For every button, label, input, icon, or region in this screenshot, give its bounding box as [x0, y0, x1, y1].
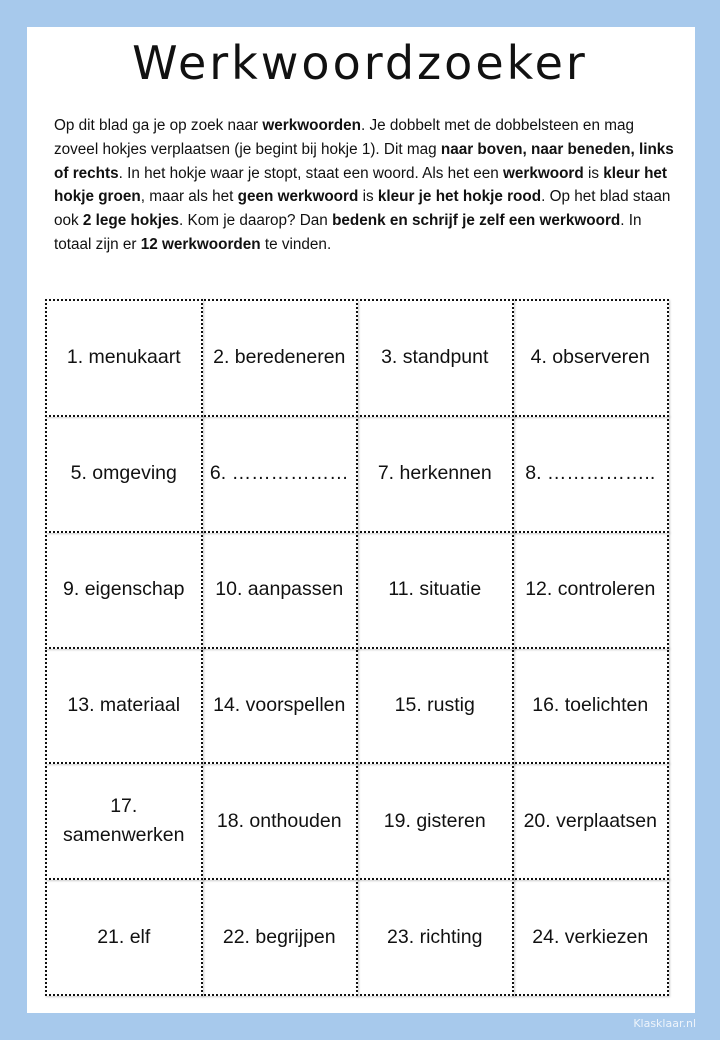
grid-cell-12: 12. controleren	[512, 531, 670, 649]
grid-cell-17: 17. samenwerken	[45, 762, 203, 880]
grid-cell-19: 19. gisteren	[356, 762, 514, 880]
instruction-bold-segment: 12 werkwoorden	[140, 235, 261, 253]
instruction-bold-segment: bedenk en schrijf je zelf een werkwoord	[332, 212, 621, 230]
grid-cell-22: 22. begrijpen	[201, 878, 359, 996]
grid-cell-15: 15. rustig	[356, 647, 514, 765]
instruction-segment: . Op het blad staan ook	[54, 188, 671, 230]
instruction-bold-segment: kleur je het hokje rood	[377, 188, 542, 206]
instruction-bold-segment: werkwoord	[502, 164, 584, 182]
grid-cell-2: 2. beredeneren	[201, 299, 359, 417]
instruction-segment: . In totaal zijn er	[54, 212, 642, 253]
footer-brand: Klasklaar.nl	[633, 1017, 696, 1030]
instruction-segment: te vinden.	[260, 235, 332, 253]
grid-cell-13: 13. materiaal	[45, 647, 203, 765]
grid-cell-18: 18. onthouden	[201, 762, 359, 880]
grid-cell-23: 23. richting	[356, 878, 514, 996]
instruction-bold-segment: 2 lege hokjes	[82, 212, 179, 230]
grid-cell-3: 3. standpunt	[356, 299, 514, 417]
instruction-bold-segment: kleur het hokje groen	[54, 164, 668, 206]
page-title: Werkwoordzoeker	[132, 36, 588, 90]
grid-cell-7: 7. herkennen	[356, 415, 514, 533]
grid-cell-5: 5. omgeving	[45, 415, 203, 533]
instruction-segment: . In het hokje waar je stopt, staat een woord. Als het een	[118, 164, 503, 182]
instruction-segment: Op dit blad ga je op zoek naar	[54, 117, 263, 134]
instruction-segment: is	[583, 164, 604, 182]
grid-cell-20: 20. verplaatsen	[512, 762, 670, 880]
grid-cell-10: 10. aanpassen	[201, 531, 359, 649]
grid-cell-21: 21. elf	[45, 878, 203, 996]
grid-cell-4: 4. observeren	[512, 299, 670, 417]
grid-cell-24: 24. verkiezen	[512, 878, 670, 996]
instruction-bold-segment: geen werkwoord	[237, 188, 359, 206]
instruction-segment: , maar als het	[140, 188, 238, 206]
grid-cell-11: 11. situatie	[356, 531, 514, 649]
grid-cell-14: 14. voorspellen	[201, 647, 359, 765]
grid-cell-8: 8. ……………..	[512, 415, 670, 533]
word-grid	[46, 300, 668, 995]
instruction-bold-segment: naar boven, naar beneden, links of rechts	[54, 140, 674, 182]
instruction-bold-segment: werkwoorden	[262, 117, 361, 134]
grid-cell-6: 6. ………………	[201, 415, 359, 533]
instruction-segment: is	[358, 188, 378, 206]
instructions-text	[54, 114, 674, 257]
grid-cell-1: 1. menukaart	[45, 299, 203, 417]
instruction-segment: . Kom je daarop? Dan	[179, 212, 333, 230]
instruction-segment: . Je dobbelt met de dobbelsteen en mag zoveel hokjes verplaatsen (je begint bij hokje 1). Dit mag	[54, 117, 634, 158]
grid-cell-16: 16. toelichten	[512, 647, 670, 765]
grid-cell-9: 9. eigenschap	[45, 531, 203, 649]
